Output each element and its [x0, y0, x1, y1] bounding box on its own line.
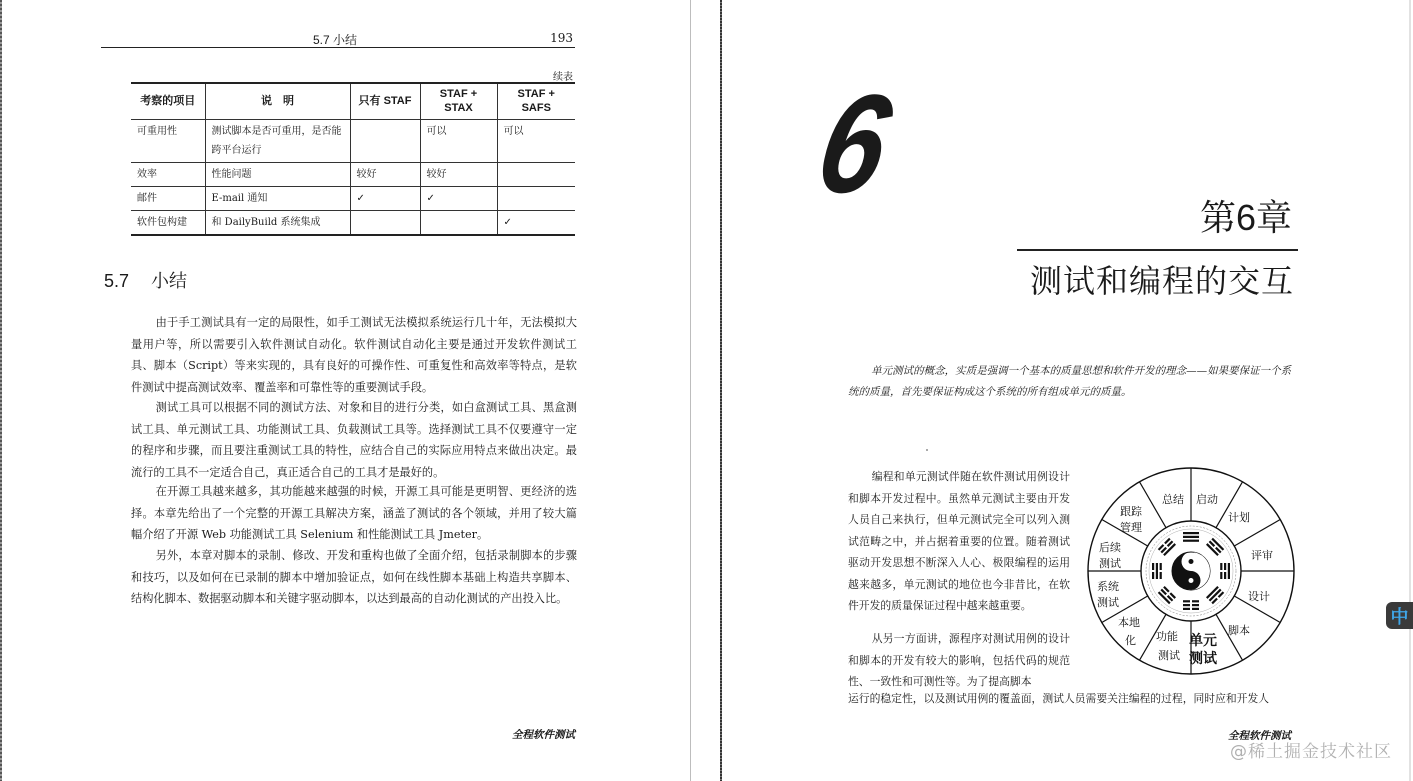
ime-indicator-button[interactable]: 中	[1386, 602, 1413, 629]
body-paragraph: 另外，本章对脚本的录制、修改、开发和重构也做了全面介绍，包括录制脚本的步骤和技巧，以及如何在已录制的脚本中增加验证点，如何在线性脚本基础上构造共享脚本、结构化脚本、数据驱动脚本和关键字驱动脚本，以达到最高的自动化测试的产出投入比。	[131, 549, 577, 605]
wheel-label-system: 系统	[1097, 581, 1119, 593]
section-heading	[104, 267, 187, 293]
table-row	[131, 162, 575, 186]
body-paragraph: 从另一方面讲，源程序对测试用例的设计和脚本的开发有较大的影响，包括代码的规范性、一致性和可测性等。为了提高脚本	[848, 632, 1070, 688]
body-paragraph: 运行的稳定性，以及测试用例的覆盖面，测试人员需要关注编程的过程，同时应和开发人	[848, 692, 1270, 705]
body-paragraph: 测试工具可以根据不同的测试方法、对象和目的进行分类，如白盒测试工具、黑盒测试工具、单元测试工具、功能测试工具、负载测试工具等。选择测试工具不仅要遵守一定的程序和步骤，而且要注重测试工具的特性，应结合自己的实际应用特点来做出决定。最流行的工具不一定适合自己，真正适合自己的工具才是最好的。	[131, 401, 577, 479]
testing-cycle-wheel	[1080, 466, 1302, 676]
section-title: 小结	[151, 271, 188, 291]
running-head-section: 5.7 小结	[313, 33, 358, 47]
page-number: 193	[550, 31, 573, 45]
wheel-label-review: 评审	[1251, 550, 1273, 562]
page-footer: 全程软件测试	[512, 729, 575, 741]
scan-speck	[926, 449, 928, 451]
table-cell: 效率	[131, 162, 205, 186]
check-icon: ✓	[420, 186, 497, 210]
table-header: 说 明	[205, 83, 350, 119]
yin-yang-icon	[1172, 552, 1210, 590]
wheel-label-test: 测试	[1189, 650, 1217, 666]
wheel-label-plan: 计划	[1228, 512, 1250, 524]
wheel-label-start: 启动	[1196, 494, 1218, 506]
wheel-label-manage: 管理	[1120, 522, 1142, 534]
table-header: STAF + SAFS	[497, 83, 575, 119]
page-gutter	[690, 0, 722, 781]
body-paragraph: 编程和单元测试伴随在软件测试用例设计和脚本开发过程中。虽然单元测试主要由开发人员自己来执行，但单元测试完全可以列入测试范畴之中，并占据着重要的位置。随着测试驱动开发思想不断深入人心、极限编程的运用越来越多，单元测试的地位也今非昔比，在软件开发的质量保证过程中越来越重要。	[848, 470, 1070, 612]
table-row	[131, 119, 575, 162]
wheel-label-track: 跟踪	[1120, 506, 1142, 518]
table-cell	[420, 210, 497, 235]
chapter-label: 第6章	[1199, 197, 1292, 238]
table-cell: 可以	[497, 119, 575, 162]
viewer-right-border	[1409, 0, 1411, 781]
section-number: 5.7	[104, 271, 130, 291]
body-paragraph: 由于手工测试具有一定的局限性，如手工测试无法模拟系统运行几十年，无法模拟大量用户等，所以需要引入软件测试自动化。软件测试自动化主要是通过开发软件测试工具、脚本（Script）等来实现的，具有良好的可操作性、可重复性和高效率等特点，是软件测试中提高测试效率、覆盖率和可靠性等的重要测试手段。	[131, 316, 577, 394]
wheel-label-unit: 单元	[1189, 632, 1217, 648]
table-cell: 邮件	[131, 186, 205, 210]
body-paragraph: 在开源工具越来越多，其功能越来越强的时候，开源工具可能是更明智、更经济的选择。本章先给出了一个完整的开源工具解决方案，涵盖了测试的各个领域，并用了较大篇幅介绍了开源 Web 功能测试工具 Selenium 和性能测试工具 Jmeter。	[131, 485, 577, 541]
chapter-intro: 单元测试的概念，实质是强调一个基本的质量思想和软件开发的理念——如果要保证一个系统的质量，首先要保证构成这个系统的所有组成单元的质量。	[848, 365, 1292, 398]
table-cell	[350, 119, 420, 162]
wheel-label-system-test: 测试	[1097, 597, 1119, 609]
wheel-diagram	[1080, 466, 1302, 676]
wheel-label-functional-test: 测试	[1158, 650, 1180, 662]
wheel-label-localization-2: 化	[1125, 635, 1136, 647]
table-cell	[497, 162, 575, 186]
chapter-title: 测试和编程的交互	[1029, 263, 1294, 299]
table-cell: 测试脚本是否可重用，是否能跨平台运行	[205, 119, 350, 162]
page-footer: 全程软件测试	[1228, 730, 1291, 742]
wheel-label-followup: 后续	[1099, 542, 1121, 554]
table-cell: 软件包构建	[131, 210, 205, 235]
wheel-label-followup-test: 测试	[1099, 558, 1121, 570]
comparison-table	[131, 82, 575, 236]
table-header: STAF + STAX	[420, 83, 497, 119]
chapter-divider	[1017, 249, 1298, 251]
check-icon: ✓	[350, 186, 420, 210]
table-row	[131, 186, 575, 210]
check-icon: ✓	[497, 210, 575, 235]
table-header: 考察的项目	[131, 83, 205, 119]
table-caption: 续表	[553, 72, 573, 83]
table-cell: 较好	[350, 162, 420, 186]
table-row	[131, 210, 575, 235]
wheel-label-summary: 总结	[1162, 494, 1184, 506]
wheel-label-script: 脚本	[1228, 625, 1250, 637]
table-cell: 可以	[420, 119, 497, 162]
wheel-label-localization: 本地	[1118, 617, 1140, 629]
watermark: @稀土掘金技术社区	[1230, 742, 1392, 762]
table-cell	[497, 186, 575, 210]
table-cell: 性能问题	[205, 162, 350, 186]
wheel-label-design: 设计	[1248, 591, 1270, 603]
table-cell: 较好	[420, 162, 497, 186]
running-head	[101, 30, 575, 48]
wheel-label-functional: 功能	[1156, 631, 1178, 643]
table-header: 只有 STAF	[350, 83, 420, 119]
table-header-row	[131, 83, 575, 119]
table-cell: 可重用性	[131, 119, 205, 162]
table-cell: E-mail 通知	[205, 186, 350, 210]
table-cell	[350, 210, 420, 235]
chapter-number: 6	[805, 65, 900, 222]
table-cell: 和 DailyBuild 系统集成	[205, 210, 350, 235]
